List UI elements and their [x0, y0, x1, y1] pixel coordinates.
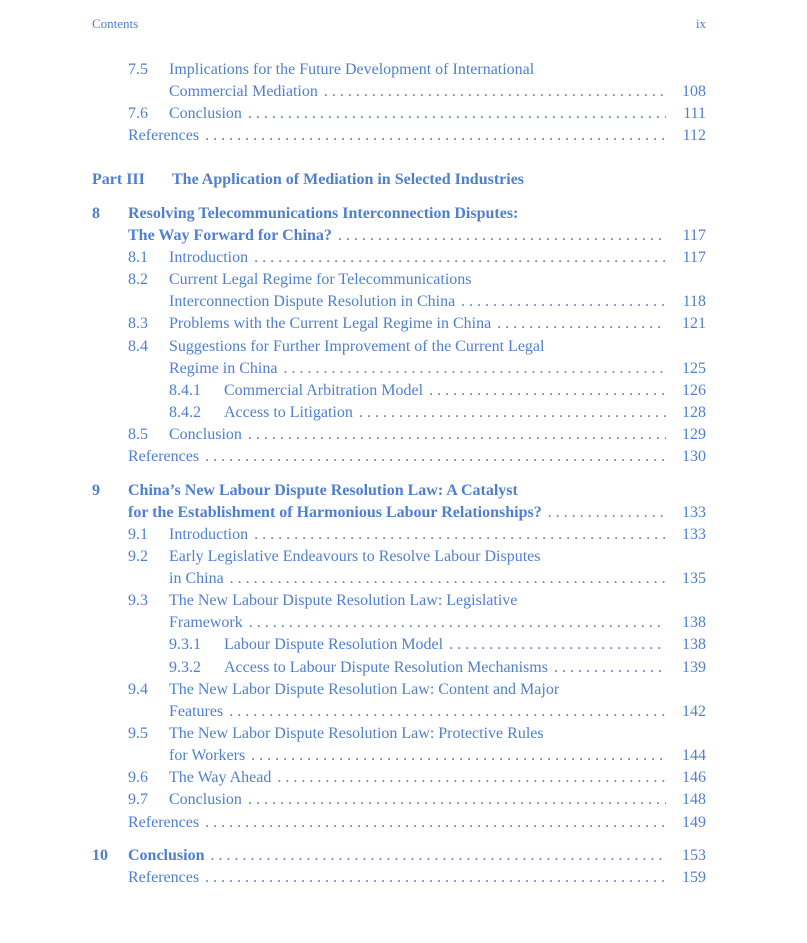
section-number: 8.1	[128, 249, 148, 266]
page-number: 146	[682, 769, 706, 786]
section-title: References	[128, 869, 200, 886]
page-number: 139	[682, 659, 706, 676]
section-number: 8.2	[128, 271, 148, 288]
page-number: 133	[682, 504, 706, 521]
subsection-title: Commercial Arbitration Model	[224, 382, 424, 399]
toc-entry-7-5-continued[interactable]	[169, 81, 706, 103]
toc-entry-references-10[interactable]	[128, 867, 706, 889]
toc-entry-8-4-continued[interactable]	[169, 358, 706, 380]
dot-leader	[429, 380, 666, 402]
toc-entry-9-7[interactable]	[128, 789, 706, 811]
toc-entry-8-4[interactable]	[128, 336, 706, 358]
page-number: 108	[682, 83, 706, 100]
section-title: Problems with the Current Legal Regime in China	[169, 315, 492, 332]
dot-leader	[229, 701, 666, 723]
page-number: 111	[683, 105, 706, 122]
section-title-continued: Framework	[169, 614, 243, 631]
subsection-title: Access to Labour Dispute Resolution Mechanisms	[224, 659, 548, 676]
section-number: 9.5	[128, 725, 148, 742]
page-number: 138	[682, 614, 706, 631]
page-number: 125	[682, 360, 706, 377]
toc-entry-8-4-2[interactable]	[169, 402, 706, 424]
section-title: Conclusion	[169, 791, 242, 808]
toc-entry-9-2[interactable]	[128, 546, 706, 568]
subsection-number: 8.4.1	[169, 382, 201, 399]
section-title: Implications for the Future Development of International	[169, 61, 535, 78]
chapter-title-continued: for the Establishment of Harmonious Labour Relationships?	[128, 504, 542, 521]
page-number: 149	[682, 814, 706, 831]
chapter-number: 9	[92, 482, 100, 499]
chapter-title-continued: The Way Forward for China?	[128, 227, 332, 244]
page-number: 153	[682, 847, 706, 864]
section-title: Current Legal Regime for Telecommunications	[169, 271, 472, 288]
page-number: 129	[682, 426, 706, 443]
toc-entry-references-8[interactable]	[128, 446, 706, 468]
part-heading[interactable]	[92, 169, 524, 191]
chapter-number: 8	[92, 205, 100, 222]
subsection-number: 9.3.1	[169, 636, 201, 653]
page-number: 159	[682, 869, 706, 886]
toc-entry-9-3-2[interactable]	[169, 657, 706, 679]
toc-entry-9-3[interactable]	[128, 590, 706, 612]
dot-leader	[205, 446, 666, 468]
section-title: Suggestions for Further Improvement of the Current Legal	[169, 338, 545, 355]
subsection-title: Access to Litigation	[224, 404, 353, 421]
section-title-continued: for Workers	[169, 747, 246, 764]
toc-entry-7-5[interactable]	[128, 59, 706, 81]
section-title: References	[128, 127, 200, 144]
page-number: 117	[682, 249, 706, 266]
toc-entry-8-3[interactable]	[128, 313, 706, 335]
page-number: 148	[682, 791, 706, 808]
toc-entry-9-5[interactable]	[128, 723, 706, 745]
chapter-title: China’s New Labour Dispute Resolution Law: A Catalyst	[128, 482, 518, 499]
section-title: The New Labor Dispute Resolution Law: Content and Major	[169, 681, 560, 698]
dot-leader	[205, 125, 666, 147]
toc-entry-8-1[interactable]	[128, 247, 706, 269]
dot-leader	[205, 812, 666, 834]
part-label: Part III	[92, 171, 145, 188]
section-number: 9.6	[128, 769, 148, 786]
dot-leader	[248, 789, 666, 811]
section-title-continued: Regime in China	[169, 360, 278, 377]
section-number: 9.1	[128, 526, 148, 543]
section-title-continued: Interconnection Dispute Resolution in China	[169, 293, 456, 310]
toc-chapter-8[interactable]	[92, 203, 706, 225]
section-number: 8.5	[128, 426, 148, 443]
dot-leader	[248, 424, 666, 446]
section-title: References	[128, 448, 200, 465]
page-number: 117	[682, 227, 706, 244]
toc-entry-9-4-continued[interactable]	[169, 701, 706, 723]
page-number: 128	[682, 404, 706, 421]
toc-chapter-10[interactable]	[92, 845, 706, 867]
toc-entry-9-5-continued[interactable]	[169, 745, 706, 767]
section-number: 9.2	[128, 548, 148, 565]
section-title-continued: Features	[169, 703, 224, 720]
toc-entry-9-3-continued[interactable]	[169, 612, 706, 634]
toc-entry-8-4-1[interactable]	[169, 380, 706, 402]
dot-leader	[497, 313, 666, 335]
toc-entry-references-9[interactable]	[128, 812, 706, 834]
dot-leader	[249, 612, 666, 634]
page-number: 130	[682, 448, 706, 465]
section-title: The New Labor Dispute Resolution Law: Protective Rules	[169, 725, 544, 742]
section-title: The New Labour Dispute Resolution Law: Legislative	[169, 592, 518, 609]
dot-leader	[230, 568, 666, 590]
dot-leader	[461, 291, 666, 313]
page-number: 121	[682, 315, 706, 332]
page-number: 126	[682, 382, 706, 399]
section-number: 8.3	[128, 315, 148, 332]
toc-entry-7-6[interactable]	[128, 103, 706, 125]
toc-entry-9-4[interactable]	[128, 679, 706, 701]
dot-leader	[251, 745, 666, 767]
section-title: Conclusion	[169, 426, 242, 443]
page-number: 133	[682, 526, 706, 543]
dot-leader	[254, 247, 666, 269]
dot-leader	[283, 358, 666, 380]
section-title-continued: Commercial Mediation	[169, 83, 318, 100]
page-number: 138	[682, 636, 706, 653]
dot-leader	[248, 103, 666, 125]
chapter-title: Resolving Telecommunications Interconnection Disputes:	[128, 205, 519, 222]
toc-entry-8-5[interactable]	[128, 424, 706, 446]
dot-leader	[324, 81, 666, 103]
toc-entry-8-2-continued[interactable]	[169, 291, 706, 313]
section-number: 7.5	[128, 61, 148, 78]
dot-leader	[205, 867, 666, 889]
toc-entry-9-2-continued[interactable]	[169, 568, 706, 590]
toc-entry-8-2[interactable]	[128, 269, 706, 291]
toc-chapter-9[interactable]	[92, 480, 706, 502]
section-number: 9.7	[128, 791, 148, 808]
dot-leader	[554, 657, 666, 679]
section-title: Early Legislative Endeavours to Resolve Labour Disputes	[169, 548, 541, 565]
toc-entry-9-6[interactable]	[128, 767, 706, 789]
section-title: Conclusion	[169, 105, 242, 122]
part-title: The Application of Mediation in Selected Industries	[172, 171, 525, 188]
page-number: 144	[682, 747, 706, 764]
section-number: 7.6	[128, 105, 148, 122]
page-number: 142	[682, 703, 706, 720]
section-title: References	[128, 814, 200, 831]
section-title: Introduction	[169, 249, 249, 266]
section-number: 8.4	[128, 338, 148, 355]
section-number: 9.4	[128, 681, 148, 698]
dot-leader	[449, 634, 666, 656]
chapter-title: Conclusion	[128, 847, 205, 864]
dot-leader	[548, 502, 666, 524]
dot-leader	[254, 524, 666, 546]
section-title: Introduction	[169, 526, 249, 543]
toc-entry-9-1[interactable]	[128, 524, 706, 546]
page-number: 118	[682, 293, 706, 310]
dot-leader	[338, 225, 666, 247]
dot-leader	[359, 402, 666, 424]
section-title: The Way Ahead	[169, 769, 272, 786]
dot-leader	[277, 767, 666, 789]
section-title-continued: in China	[169, 570, 224, 587]
toc-chapter-9-continued[interactable]	[128, 502, 706, 524]
section-number: 9.3	[128, 592, 148, 609]
page-number: 135	[682, 570, 706, 587]
page-number: 112	[682, 127, 706, 144]
subsection-title: Labour Dispute Resolution Model	[224, 636, 444, 653]
toc-entry-references-7[interactable]	[128, 125, 706, 147]
chapter-number: 10	[92, 847, 108, 864]
running-header-left: Contents	[92, 16, 139, 31]
toc-chapter-8-continued[interactable]	[128, 225, 706, 247]
dot-leader	[210, 845, 666, 867]
running-header-page-number: ix	[695, 16, 706, 31]
toc-entry-9-3-1[interactable]	[169, 634, 706, 656]
subsection-number: 9.3.2	[169, 659, 201, 676]
subsection-number: 8.4.2	[169, 404, 201, 421]
